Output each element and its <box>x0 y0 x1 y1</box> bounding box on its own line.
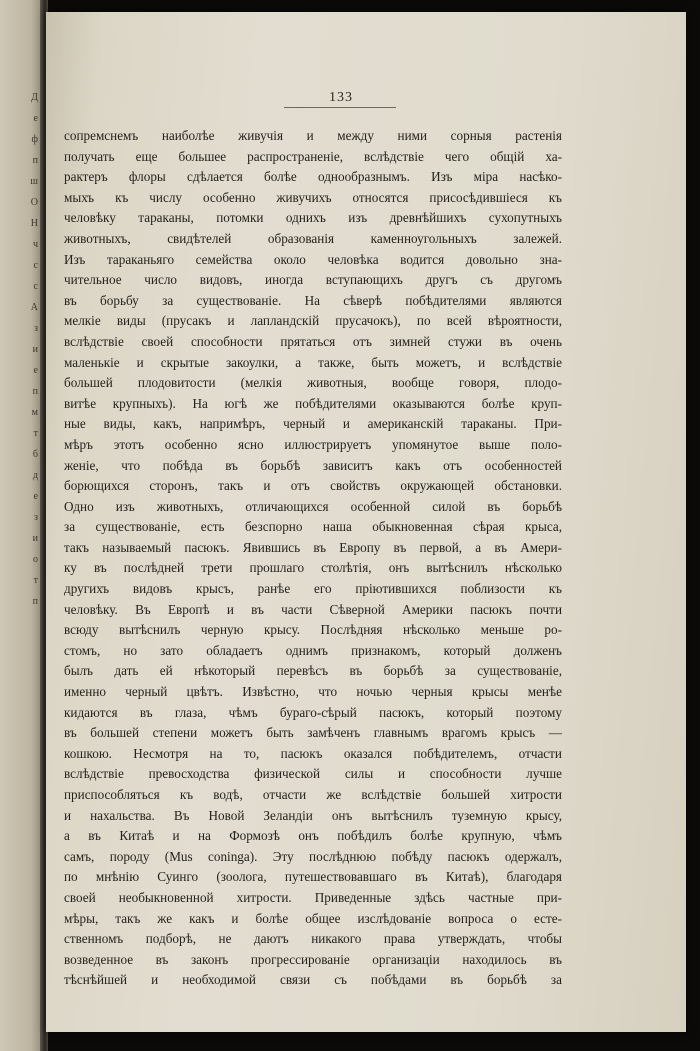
text-line: женіе, что побѣда въ борьбѣ зависитъ какъ отъ особенностей <box>64 457 562 473</box>
text-line: вслѣдствіе превосходства физической силы и способности лучше <box>64 766 562 782</box>
text-line: своей необыкновенной хитрости. Приведенные здѣсь частные при- <box>64 889 562 905</box>
text-line: самъ, породу (Mus coninga). Эту послѣднюю побѣду пасюкъ одержалъ, <box>64 848 562 864</box>
text-line: витѣе крупныхъ). На югѣ же побѣдителями оказываются болѣе круп- <box>64 395 562 411</box>
left-page-text-fragment: е <box>33 365 38 376</box>
text-line: стомъ, но зато обладаетъ однимъ признакомъ, который долженъ <box>64 642 562 658</box>
text-line: животныхъ, свидѣтелей образованія каменноугольныхъ залежей. <box>64 230 562 246</box>
left-page-text-fragment: ч <box>32 239 38 250</box>
text-line: тѣснѣйшей и необходимой связи съ побѣдами въ борьбѣ за <box>64 972 562 988</box>
left-page-text-fragment: с <box>33 260 38 271</box>
left-page-text-fragment: Д <box>31 92 38 103</box>
left-page-text-fragment: п <box>32 596 38 607</box>
text-line: получать еще большее распространеніе, вслѣдствіе чего общій ха- <box>64 148 562 164</box>
left-page-text-fragment: п <box>32 386 38 397</box>
text-line: человѣку. Въ Европѣ и въ части Сѣверной Америки пасюкъ почти <box>64 601 562 617</box>
left-page-text-fragment: е <box>33 113 38 124</box>
left-page-text-fragment: ш <box>30 176 38 187</box>
left-page-text-fragment: т <box>33 428 38 439</box>
text-line: въ большей степени можетъ быть замѣченъ главнымъ врагомъ крысъ — <box>64 725 562 741</box>
text-line: вслѣдствіе своей способности прятаться отъ зимней стужи въ очень <box>64 333 562 349</box>
page-number: 133 <box>329 90 353 105</box>
text-line: и нахальства. Въ Новой Зеландіи онъ вытѣснилъ туземную крысу, <box>64 807 562 823</box>
text-line: всюду вытѣснилъ черную крысу. Послѣдняя нѣсколько меньше ро- <box>64 622 562 638</box>
left-page-edge <box>0 0 44 1051</box>
body-text <box>64 126 562 991</box>
text-line: ственномъ подборѣ, не даютъ никакого права утверждать, чтобы <box>64 931 562 947</box>
left-page-text-fragment: О <box>30 197 38 208</box>
left-page-text-fragment: м <box>31 407 38 418</box>
left-page-text-fragment: е <box>33 491 38 502</box>
text-line: кидаются въ глаза, чѣмъ бураго-сѣрый пасюкъ, который поэтому <box>64 704 562 720</box>
text-line: по мнѣнію Суинго (зоолога, путешествовавшаго въ Китаѣ), благодаря <box>64 869 562 885</box>
text-line: чительное число видовъ, иногда вступающихъ другъ съ другомъ <box>64 272 562 288</box>
left-page-text-fragment: Н <box>30 218 38 229</box>
text-line: Изъ тараканьяго семейства около человѣка водится довольно зна- <box>64 251 562 267</box>
text-line: маленькіе и скрытые закоулки, а также, быть можетъ, и вслѣдствіе <box>64 354 562 370</box>
text-line: приспособляться къ водѣ, отчасти же вслѣдствіе большей хитрости <box>64 787 562 802</box>
text-line: мѣръ этотъ особенно ясно иллюстрируетъ упомянутое выше поло- <box>64 436 562 452</box>
text-line: Одно изъ животныхъ, отличающихся особенной силой въ борьбѣ <box>64 498 562 514</box>
text-line: мѣры, такъ же какъ и болѣе общее изслѣдованіе вопроса о есте- <box>64 910 562 926</box>
left-page-text-fragment: з <box>34 512 38 523</box>
text-line: такъ называемый пасюкъ. Явившись въ Европу въ первой, а въ Амери- <box>64 539 562 555</box>
page-number-rule <box>284 107 396 108</box>
text-line: въ борьбу за существованіе. На сѣверѣ побѣдителями являются <box>64 292 562 308</box>
left-page-text-fragment: з <box>34 323 38 334</box>
left-page-text-fragment: т <box>33 575 38 586</box>
text-line: былъ дать ей нѣкоторый перевѣсъ въ борьбѣ за существованіе, <box>64 663 562 679</box>
text-line: за существованіе, есть безспорно наша обыкновенная сѣрая крыса, <box>64 519 562 535</box>
text-line: ку въ послѣдней трети прошлаго столѣтія, онъ вытѣснилъ нѣсколько <box>64 560 562 576</box>
text-line: другихъ видовъ крысъ, ранѣе его пріютившихся поблизости къ <box>64 581 562 597</box>
left-page-text-fragment: А <box>30 302 38 313</box>
text-line: возведенное въ законъ прогрессированіе организаціи находилось въ <box>64 951 562 967</box>
text-line: а въ Китаѣ и на Формозѣ онъ побѣдилъ болѣе крупную, чѣмъ <box>64 828 562 844</box>
text-line: сопремснемъ наиболѣе живучія и между ними сорныя растенія <box>64 128 562 143</box>
right-page <box>46 12 686 1032</box>
left-page-text-fragment: ф <box>31 134 38 145</box>
text-line: рактеръ флоры сдѣлается болѣе однообразнымъ. Изъ міра насѣко- <box>64 169 562 185</box>
left-page-text-fragment: с <box>33 281 38 292</box>
left-page-text-fragment: о <box>33 554 38 565</box>
text-line: ные виды, какъ, напримѣръ, черный и американскій тараканы. При- <box>64 416 562 432</box>
text-line: большей плодовитости (мелкія животныя, вообще говоря, плодо- <box>64 375 562 391</box>
text-line: именно черный цвѣтъ. Извѣстно, что ночью черныя крысы менѣе <box>64 684 562 700</box>
text-line: кошкою. Несмотря на то, пасюкъ оказался побѣдителемъ, отчасти <box>64 745 562 761</box>
left-page-text-fragment: б <box>32 449 38 460</box>
text-line: борющихся сторонъ, такъ и отъ свойствъ окружающей обстановки. <box>64 478 562 494</box>
left-page-text-fragment: и <box>32 344 38 355</box>
left-page-text-fragment: и <box>32 533 38 544</box>
text-line: мыхъ къ числу особенно живучихъ относятся присосѣдившіеся къ <box>64 189 562 205</box>
text-line: человѣку тараканы, потомки однихъ изъ древнѣйшихъ сухопутныхъ <box>64 210 562 226</box>
left-page-text-fragment: д <box>32 470 38 481</box>
left-page-text-fragment: п <box>32 155 38 166</box>
text-line: мелкіе виды (прусакъ и лапландскій прусачокъ), по всей вѣроятности, <box>64 313 562 329</box>
